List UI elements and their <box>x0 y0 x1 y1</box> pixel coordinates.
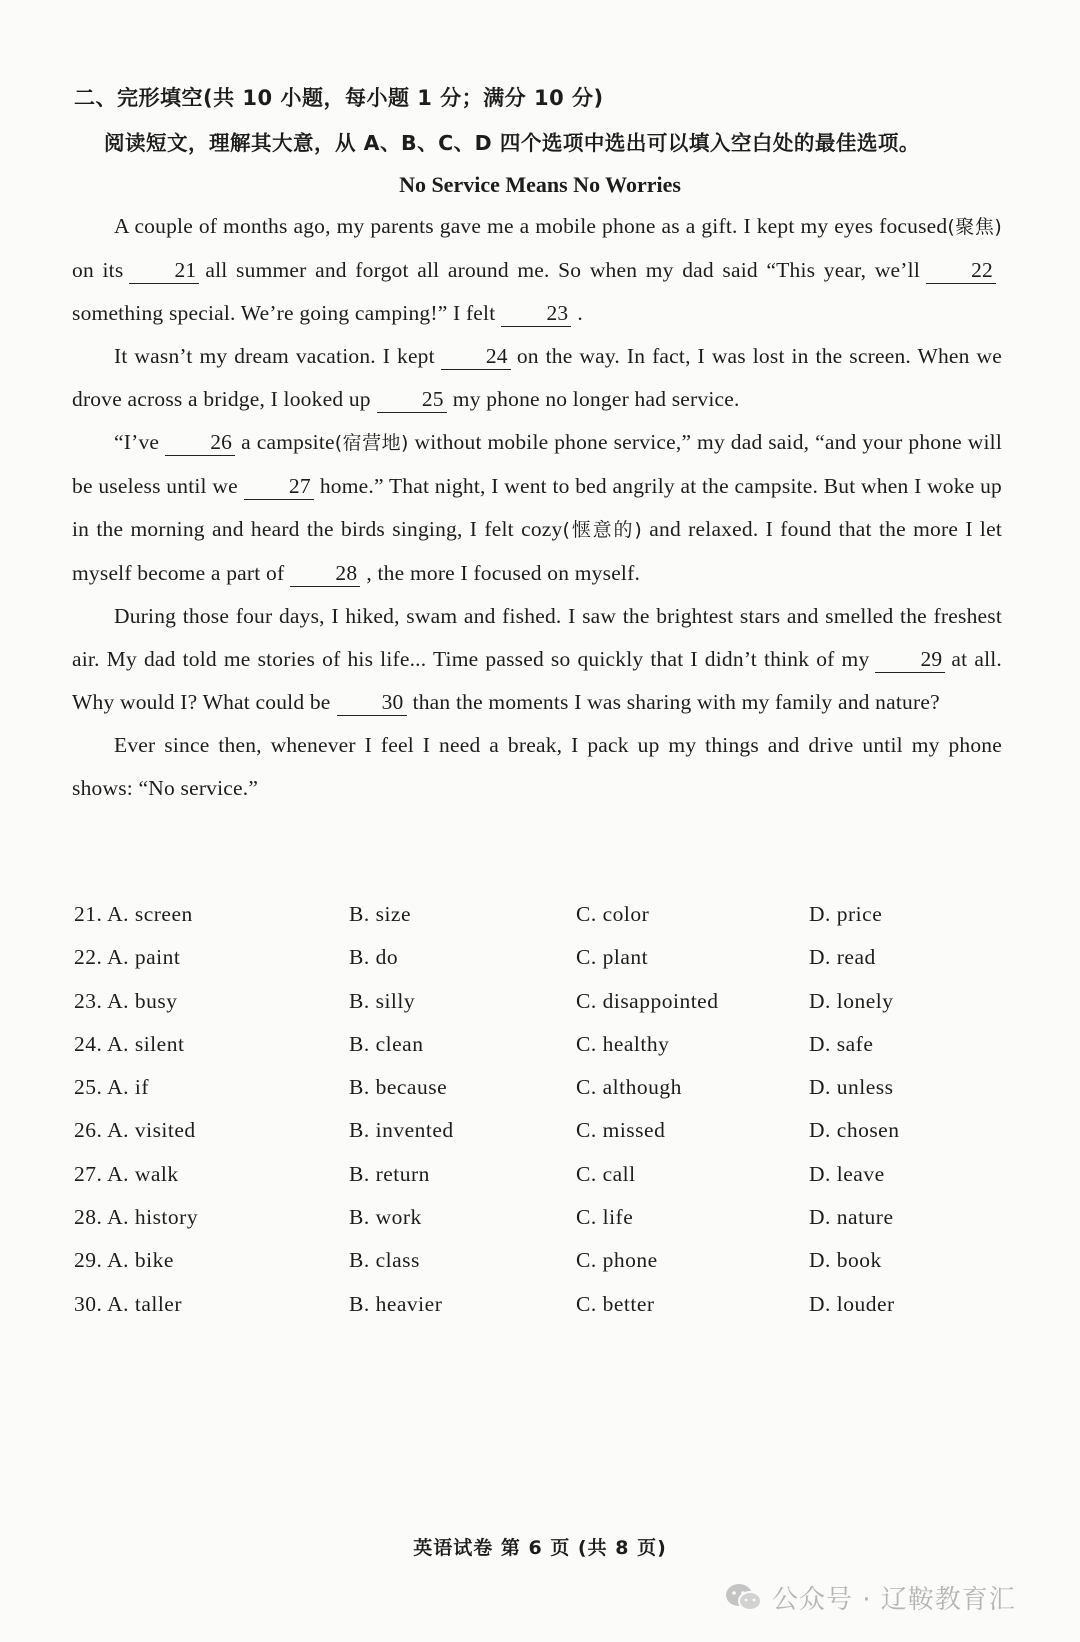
option-d: D. louder <box>809 1291 895 1316</box>
option-d: D. price <box>809 902 883 926</box>
option-row-28 <box>74 1205 1034 1248</box>
option-b: B. silly <box>349 988 416 1013</box>
option-a: 24. A. silent <box>74 1031 185 1056</box>
option-b: B. do <box>349 945 399 970</box>
page-footer: 英语试卷 第 6 页 (共 8 页) <box>413 1537 667 1559</box>
option-c: C. disappointed <box>576 988 719 1013</box>
text: without mobile phone service,” my dad said, “and your phone will be useless until we <box>72 430 1002 498</box>
option-d: D. unless <box>809 1075 894 1100</box>
option-row-24 <box>74 1032 1034 1075</box>
text: A couple of months ago, my parents gave me a mobile phone as a gift. I kept my eyes focused <box>114 214 948 238</box>
watermark-text: 公众号 · 辽鞍教育汇 <box>772 1585 1016 1615</box>
option-b: B. class <box>349 1248 420 1273</box>
option-b: B. work <box>349 1205 422 1230</box>
option-c: C. missed <box>576 1118 666 1143</box>
paragraph-4 <box>72 595 1002 724</box>
option-b: B. heavier <box>349 1291 443 1316</box>
option-b: B. because <box>349 1075 448 1100</box>
paragraph-2 <box>72 335 1002 421</box>
section-title: 二、完形填空(共 10 小题，每小题 1 分；满分 10 分) <box>74 86 604 110</box>
option-d: D. chosen <box>809 1118 900 1143</box>
option-c: C. better <box>576 1291 655 1316</box>
paragraph-3 <box>72 421 1002 595</box>
text: . <box>577 301 583 325</box>
option-row-30 <box>74 1292 1034 1335</box>
paragraph-1 <box>72 205 1002 335</box>
text: a campsite <box>241 430 335 454</box>
option-a: 28. A. history <box>74 1205 199 1230</box>
option-row-21 <box>74 902 1034 945</box>
option-c: C. healthy <box>576 1031 670 1056</box>
blank-29: 29 <box>875 646 945 673</box>
option-row-29 <box>74 1248 1034 1291</box>
blank-24: 24 <box>441 343 511 370</box>
option-row-23 <box>74 989 1034 1032</box>
option-d: D. read <box>809 945 876 970</box>
blank-21: 21 <box>129 257 199 284</box>
text: home.” That night, I went to bed angrily at the campsite. But when I woke up in the morning and heard the birds singing, I felt cozy <box>72 474 1002 541</box>
blank-25: 25 <box>377 386 447 413</box>
option-c: C. life <box>576 1205 634 1230</box>
text: my phone no longer had service. <box>452 387 740 411</box>
option-a: 27. A. walk <box>74 1161 179 1186</box>
passage-body <box>72 205 1002 810</box>
option-b: B. size <box>349 902 412 926</box>
option-a: 23. A. busy <box>74 988 178 1013</box>
chinese-gloss: (聚焦) <box>947 216 1002 238</box>
text: During those four days, I hiked, swam and fished. I saw the brightest stars and smelled the freshest air. My dad told me stories of his life... Time passed so quickly that I didn’t think of my <box>72 604 1002 671</box>
option-c: C. although <box>576 1075 682 1100</box>
blank-28: 28 <box>290 560 360 587</box>
option-b: B. return <box>349 1161 430 1186</box>
text: all summer and forgot all around me. So when my dad said “This year, we’ll <box>205 258 921 282</box>
option-c: C. color <box>576 902 650 926</box>
chinese-gloss: (惬意的) <box>562 519 643 541</box>
blank-26: 26 <box>165 429 235 456</box>
wechat-icon <box>724 1582 764 1614</box>
option-d: D. book <box>809 1248 882 1273</box>
option-a: 26. A. visited <box>74 1118 196 1143</box>
option-b: B. invented <box>349 1118 454 1143</box>
answer-options <box>74 902 1034 1335</box>
option-d: D. leave <box>809 1161 885 1186</box>
blank-27: 27 <box>244 473 314 500</box>
text: on its <box>72 258 124 282</box>
blank-22: 22 <box>926 257 996 284</box>
option-row-25 <box>74 1075 1034 1118</box>
option-d: D. lonely <box>809 988 894 1013</box>
text: It wasn’t my dream vacation. I kept <box>114 344 435 368</box>
section-instruction: 阅读短文，理解其大意，从 A、B、C、D 四个选项中选出可以填入空白处的最佳选项。 <box>104 131 920 155</box>
option-a: 21. A. screen <box>74 902 193 926</box>
option-a: 25. A. if <box>74 1075 149 1100</box>
option-d: D. safe <box>809 1031 874 1056</box>
option-d: D. nature <box>809 1205 894 1230</box>
text: “I’ve <box>114 430 160 454</box>
option-a: 22. A. paint <box>74 945 181 970</box>
text: on the way. In fact, I was lost in the screen. When we drove across a bridge, I looked up <box>72 344 1002 411</box>
text: at all. Why would I? What could be <box>72 647 1003 714</box>
option-row-26 <box>74 1118 1034 1161</box>
blank-30: 30 <box>337 689 407 716</box>
option-row-27 <box>74 1162 1034 1205</box>
option-row-22 <box>74 945 1034 988</box>
option-b: B. clean <box>349 1031 424 1056</box>
text: than the moments I was sharing with my family and nature? <box>412 690 940 714</box>
blank-23: 23 <box>501 300 571 327</box>
option-c: C. phone <box>576 1248 658 1273</box>
text: and relaxed. I found that the more I let myself become a part of <box>72 517 1003 585</box>
text: , the more I focused on myself. <box>366 561 641 585</box>
paragraph-5: Ever since then, whenever I feel I need a break, I pack up my things and drive until my phone shows: “No service.” <box>72 733 1002 800</box>
chinese-gloss: (宿营地) <box>334 432 409 454</box>
option-c: C. plant <box>576 945 649 970</box>
option-a: 30. A. taller <box>74 1291 183 1316</box>
text: something special. We’re going camping!” I felt <box>72 301 496 325</box>
option-c: C. call <box>576 1161 636 1186</box>
passage-title: No Service Means No Worries <box>399 172 681 197</box>
option-a: 29. A. bike <box>74 1248 174 1273</box>
